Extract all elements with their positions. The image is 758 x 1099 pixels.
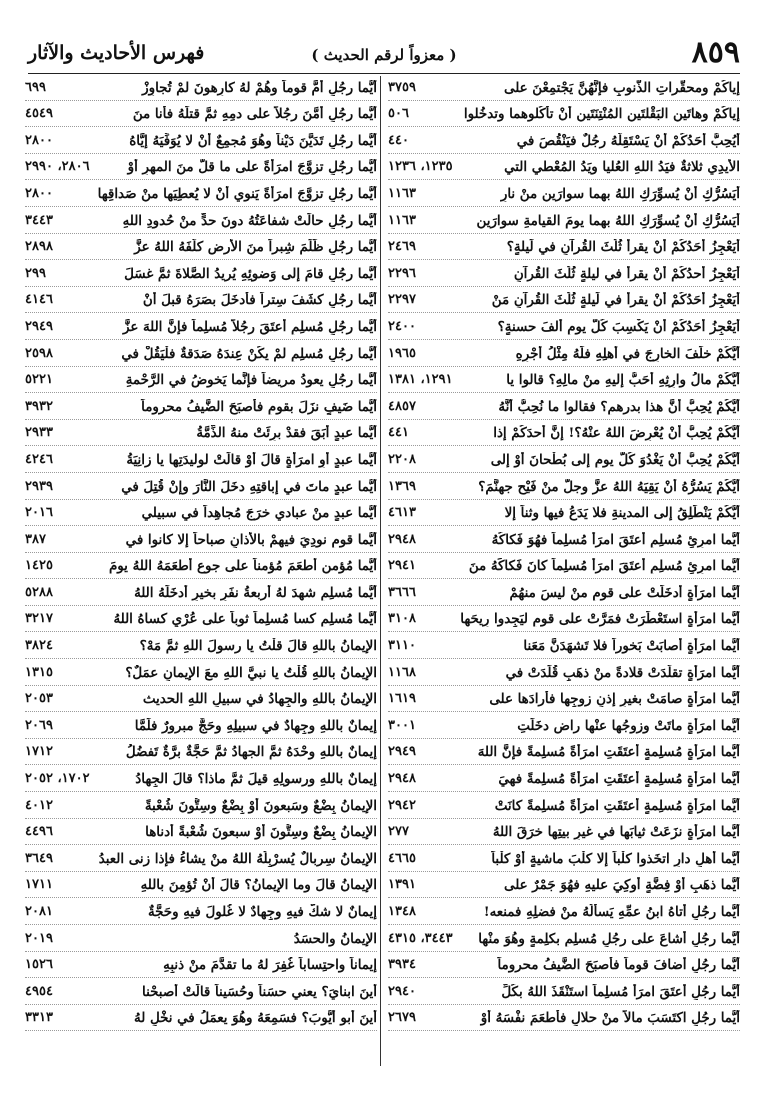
index-entry (388, 234, 740, 261)
index-entry (25, 154, 377, 181)
hadith-incipit: إيمانٌ باللهِ ورسولِهِ قيلَ ثمَّ ماذا؟ قالَ الجِهادُ (135, 771, 377, 788)
hadith-number: ٤١٤٦ (25, 292, 53, 308)
hadith-number: ٢٤٠٠ (388, 318, 416, 334)
index-entry (25, 74, 377, 101)
index-entry (388, 579, 740, 606)
index-entry (25, 313, 377, 340)
hadith-incipit: أيُّما رجُلٍ مُسلِمٍ أعتَقَ رجُلاً مُسلِماً فإنَّ اللهَ عزَّ (122, 318, 377, 335)
hadith-number: ١١٦٣ (388, 212, 416, 228)
hadith-incipit: أيُّما امرَأةٍ أدخَلَتْ على قومٍ منْ ليسَ منهُمْ (509, 584, 740, 601)
index-entry (25, 765, 377, 792)
hadith-incipit: أيُّما عبدٍ ماتَ في إباقتِهِ دخَلَ النَّارَ وإنْ قُتِلَ في (121, 478, 377, 495)
hadith-incipit: أيُّما امرَأةٍ ماتَتْ وزوجُها عنْها راضٍ دخَلَتِ (517, 717, 740, 734)
hadith-number: ١٢٩١، ١٣٨١ (388, 372, 453, 388)
hadith-number: ٢٠١٦ (25, 505, 53, 521)
hadith-incipit: الإيمانُ سِربالٌ يُسرْبِلُهُ اللهُ منْ يشاءُ فإذا زنى العبدُ (98, 850, 377, 867)
hadith-number: ٢٠٨١ (25, 904, 53, 919)
hadith-incipit: أيُّما رجُلٍ تزوَّجَ امرَأةً يَنوي أنْ لا يُعطِيَها منْ صَداقِها (97, 185, 377, 202)
hadith-incipit: أيُّما امرِئٍ مُسلِمٍ أعتَقَ امرَأً مُسلِماً فهُوَ فَكاكُهُ (491, 531, 740, 548)
index-entry (25, 287, 377, 314)
hadith-number: ٤٤٠ (388, 132, 409, 148)
index-entry (25, 739, 377, 766)
hadith-number: ٢٤٦٩ (388, 239, 416, 255)
index-entry (388, 473, 740, 500)
index-entry (25, 234, 377, 261)
hadith-incipit: أيَعْجِزُ أحَدُكُمْ أنْ يَكْسِبَ كُلَّ يومٍ ألفَ حسنةٍ؟ (497, 318, 740, 335)
index-entry (388, 367, 740, 394)
hadith-number: ٢٩٤٩ (25, 318, 53, 334)
hadith-incipit: أيُّما امرَأةٍ أصابَتْ بَخوراً فلا تَشهَدَنَّ مَعَنا (523, 638, 740, 655)
hadith-incipit: أيُّما مُؤمنٍ أطعَمَ مُؤمناً على جوعٍ أطعَمَهُ اللهُ يومَ (108, 558, 377, 575)
index-entry (25, 872, 377, 899)
hadith-number: ٣٦٦٦ (388, 584, 416, 600)
page-header (28, 35, 740, 72)
index-entry (388, 686, 740, 713)
hadith-incipit: إياكُمْ وهاتَينِ البَقْلتَينِ المُنْتِنَتَينِ أنْ تأكُلوهما وتدخُلوا (463, 106, 740, 123)
column-divider (380, 76, 381, 1066)
hadith-number: ٥٠٦ (388, 106, 409, 122)
hadith-number: ١٤٢٥ (25, 558, 53, 574)
index-entry (25, 686, 377, 713)
index-entry (25, 260, 377, 287)
hadith-number: ١١٦٣ (388, 185, 416, 201)
hadith-incipit: أيُّما امرَأةٍ مُسلِمةٍ أعتَقَتِ امرَأةً مُسلِمةً كانَتْ (494, 797, 740, 814)
hadith-number: ٣٨٢٤ (25, 638, 53, 654)
hadith-incipit: أيُّما رجُلٍ أتاهُ ابنُ عمِّهِ يَسألُهُ منْ فضلِهِ فمنعه! (483, 904, 740, 920)
hadith-number: ٤٤٩٦ (25, 824, 53, 840)
hadith-incipit: أيُّكُمْ يُحِبُّ أنْ يُعْرِضَ اللهُ عنْهُ؟! إنَّ أحدَكُمْ إذا (493, 425, 740, 442)
hadith-incipit: أيُّما رجُلٍ أعتَقَ امرَأً مُسلِماً استَنْقَذَ اللهُ بكُلِّ (501, 983, 740, 1000)
hadith-number: ٢٨٠٠ (25, 185, 53, 201)
hadith-incipit: أيَسُرُّكِ أنْ يُسوِّرَكِ اللهُ بهما سوارَينِ منْ نارٍ (500, 185, 740, 202)
hadith-number: ٣٨٧ (25, 531, 46, 547)
index-entry (388, 74, 740, 101)
hadith-number: ١٧١١ (25, 877, 53, 893)
hadith-number: ٢٩٣٣ (25, 425, 53, 441)
index-entry (25, 659, 377, 686)
hadith-incipit: أيُّما امرَأةٍ تقلَّدَتْ قلادةً منْ ذهَبٍ قُلِّدَتْ في (505, 664, 740, 681)
index-entry (388, 260, 740, 287)
hadith-number: ٢٠٦٩ (25, 717, 53, 733)
hadith-incipit: أيُّما رجُلٍ أمَّ قوماً وهُمْ لهُ كارِهونَ لمْ تُجاوِزْ (142, 79, 377, 96)
hadith-incipit: أيُّما امرِئٍ مُسلِمٍ أعتَقَ امرَأً مُسلِماً كانَ فَكاكَهُ منَ (468, 558, 740, 575)
index-entry (388, 792, 740, 819)
index-entry (388, 207, 740, 234)
index-entry (25, 393, 377, 420)
hadith-incipit: أيَعْجِزُ أحدُكُمْ أنْ يقرأَ في ليلةٍ ثُلُثَ القُرآنِ (513, 265, 740, 282)
hadith-number: ٢٨٠٦، ٢٩٩٠ (25, 159, 90, 175)
hadith-incipit: أيُّما أهلِ دارٍ اتخَذوا كلْباً إلا كلْبَ ماشيةٍ أوْ كلْباً (491, 850, 740, 867)
hadith-number: ١٦١٩ (388, 691, 416, 707)
hadith-incipit: أيُّما امرَأةٍ مُسلِمةٍ أعتَقَتِ امرَأةً مُسلِمةً فهيَ (498, 771, 740, 788)
hadith-incipit: الإيمانُ والحسَدُ (293, 930, 377, 947)
index-entry (25, 420, 377, 447)
index-entry (25, 180, 377, 207)
hadith-incipit: الإيمانُ باللهِ والجِهادُ في سبيلِ اللهِ الحديث (142, 691, 377, 708)
hadith-number: ١٥٢٦ (25, 957, 53, 973)
hadith-number: ٣٩٣٤ (388, 957, 416, 973)
index-entry (25, 553, 377, 580)
index-entry (25, 367, 377, 394)
hadith-number: ٢٩٤٩ (388, 744, 416, 760)
hadith-incipit: إيمانٌ لا شكَّ فيهِ وجِهادٌ لا غُلولَ فيهِ وحَجَّةٌ (147, 904, 377, 920)
index-entry (25, 340, 377, 367)
hadith-number: ١٣١٥ (25, 664, 53, 680)
index-entry (25, 712, 377, 739)
index-entry (25, 606, 377, 633)
index-entry (388, 313, 740, 340)
hadith-number: ٢٩٤٠ (388, 983, 416, 999)
index-entry (25, 579, 377, 606)
running-title: فهرس الأحاديث والآثار (28, 42, 205, 64)
hadith-number: ٢٩٤١ (388, 558, 416, 574)
hadith-incipit: أيُّما رجُلٍ أمَّنَ رجُلاً على دمِهِ ثمَّ قتلَهُ فأنا منَ (132, 106, 377, 123)
hadith-number: ٢٩٤٢ (388, 797, 416, 813)
hadith-number: ٤٩٥٤ (25, 983, 53, 999)
hadith-number: ٣٣١٣ (25, 1010, 53, 1026)
hadith-incipit: أيُحِبُّ أحَدُكُمْ أنْ يَسْتَقِلَّهُ رجُلٌ فيَنْقُصَ في (516, 132, 740, 149)
hadith-incipit: إيماناً واحتِساباً غُفِرَ لهُ ما تقدَّمَ منْ ذنبِهِ (163, 957, 377, 974)
hadith-incipit: أيُّكُمْ يُحِبُّ أنْ يَغْدُوَ كُلَّ يومٍ إلى بُطْحانَ أوْ إلى (490, 451, 740, 468)
hadith-incipit: أيُّكُمْ خلَفَ الخارِجَ في أهلِهِ فلَهُ مِثْلُ أجْرِهِ (515, 345, 740, 362)
hadith-incipit: أيُّما رجُلٍ يعودُ مريضاً فإنَّما يَخوضُ في الرَّحْمةِ (125, 372, 377, 389)
index-entry (25, 792, 377, 819)
hadith-incipit: أيَعْجِزُ أحَدُكُمْ أنْ يقرأَ ثُلُثَ القُرآنِ في لَيلةٍ؟ (506, 239, 740, 256)
hadith-number: ١٧١٢ (25, 744, 53, 760)
hadith-number: ٥٢٨٨ (25, 584, 53, 600)
hadith-number: ٢٠٥٣ (25, 691, 53, 707)
hadith-incipit: أيُّما عبدٍ منْ عبادي خرَجَ مُجاهِداً في سبيلي (141, 505, 377, 522)
hadith-incipit: أيُّكُمْ يَنْطَلِقُ إلى المدينةِ فلا يَدَعُ فيها وثناً إلا (504, 505, 740, 522)
index-entry (388, 978, 740, 1005)
hadith-incipit: الأيدِي ثلاثةٌ فيَدُ اللهِ العُليا ويَدُ المُعْطي التي (504, 159, 740, 176)
index-entry (25, 952, 377, 979)
left-column (25, 74, 377, 1074)
hadith-incipit: أيُّما امرَأةٍ استَعْطَرَتْ فمَرَّتْ على قومٍ ليَجِدوا رِيحَها (460, 611, 740, 628)
hadith-number: ٢٨٠٠ (25, 132, 53, 148)
index-entry (388, 765, 740, 792)
index-entry (388, 845, 740, 872)
index-entry (388, 898, 740, 925)
hadith-incipit: أيُّكُمْ مالُ وارِثِهِ أحَبُّ إليهِ منْ مالِهِ؟ قالوا يا (506, 372, 740, 389)
index-entry (25, 473, 377, 500)
hadith-number: ٣٧٥٩ (388, 79, 416, 95)
hadith-incipit: الإيمانُ بِضْعٌ وسَبعونَ أوْ بِضْعٌ وسِتُّونَ شُعْبةً (144, 797, 377, 814)
hadith-number: ٢٧٧ (388, 824, 409, 840)
page-number: ٨٥٩ (691, 35, 740, 70)
hadith-incipit: أيُّما رجُلٍ أشاعَ على رجُلٍ مُسلِمٍ بكلِمةٍ وهُوَ منْها (478, 930, 740, 947)
index-entry (388, 180, 740, 207)
index-entry (25, 1005, 377, 1032)
hadith-number: ٤٤١ (388, 425, 409, 441)
hadith-incipit: إيمانٌ باللهِ وحْدَهُ ثمَّ الجهادُ ثمَّ حَجَّةٌ برَّةٌ تَفضُلُ (125, 744, 377, 761)
index-entry (388, 712, 740, 739)
index-entry (388, 420, 740, 447)
index-entry (25, 207, 377, 234)
index-entry (388, 872, 740, 899)
hadith-number: ٤٥٤٩ (25, 106, 53, 122)
index-entry (388, 659, 740, 686)
hadith-incipit: أينَ أبو أيُّوبَ؟ فسَمِعَهُ وهُوَ يعمَلُ في نخْلٍ لهُ (134, 1010, 377, 1027)
hadith-incipit: أيُّما رجُلٍ تَدَيَّنَ دَيْناً وهُوَ مُجمِعٌ أنْ لا يُوَفِّيَهُ إيَّاهُ (129, 132, 377, 149)
index-entry (25, 978, 377, 1005)
hadith-number: ٥٢٢١ (25, 372, 53, 388)
hadith-incipit: أيُّما مُسلِمٍ شهِدَ لهُ أربعةُ نفَرٍ بخيرٍ أدخَلَهُ اللهُ (134, 584, 377, 601)
index-entry (25, 925, 377, 952)
hadith-number: ١٣٤٨ (388, 904, 416, 919)
hadith-incipit: أيُّما ضَيفٍ نزَلَ بقومٍ فأصبَحَ الضَّيفُ محروماً (141, 398, 377, 415)
hadith-number: ٢٩٤٨ (388, 531, 416, 547)
hadith-number: ٤٦٦٥ (388, 850, 416, 866)
hadith-number: ٤٨٥٧ (388, 398, 416, 414)
hadith-number: ٢٨٩٨ (25, 239, 53, 255)
hadith-number: ١٣٦٩ (388, 478, 416, 494)
hadith-number: ٢٢٩٦ (388, 265, 416, 281)
hadith-number: ١١٦٨ (388, 664, 416, 680)
hadith-incipit: أيُّما عبدٍ أوِ امرَأةٍ قالَ أوْ قالَتْ لوليدَتِها يا زانِيَةُ (126, 451, 377, 468)
hadith-incipit: أيُّما رجُلٍ ظَلَمَ شِبراً منَ الأرضِ كلَّفَهُ اللهُ عزَّ (134, 239, 377, 256)
hadith-number: ٣٠٠١ (388, 717, 416, 733)
hadith-incipit: أيُّما امرَأةٍ صامَتْ بغيرِ إذنِ زوجِها فأرادَها على (489, 691, 740, 708)
hadith-number: ٢٥٩٨ (25, 345, 53, 361)
hadith-number: ٢٦٧٩ (388, 1010, 416, 1026)
index-entry (388, 819, 740, 846)
hadith-incipit: أيُّما مُسلِمٍ كسا مُسلِماً ثوباً على عُرْيٍ كساهُ اللهُ (113, 611, 377, 628)
hadith-incipit: أيُّما امرَأةٍ مُسلِمةٍ أعتَقَتِ امرَأةً مُسلِمةً فإنَّ اللهَ (477, 744, 740, 761)
hadith-number: ٤٠١٢ (25, 797, 53, 813)
index-entry (388, 340, 740, 367)
hadith-incipit: الإيمانُ باللهِ قُلْتُ يا نبيَّ اللهِ معَ الإيمانِ عمَلٌ؟ (125, 664, 377, 681)
right-column (388, 74, 740, 1074)
hadith-number: ١٧٠٢، ٢٠٥٢ (25, 771, 90, 787)
index-entry (388, 925, 740, 952)
hadith-number: ٣٦٤٩ (25, 850, 53, 866)
hadith-number: ٣٤٤٣، ٤٣١٥ (388, 930, 453, 946)
hadith-number: ٣١١٠ (388, 638, 416, 654)
index-entry (388, 446, 740, 473)
hadith-number: ٤٦١٣ (388, 505, 416, 521)
index-entry (388, 632, 740, 659)
hadith-number: ٣١٠٨ (388, 611, 416, 627)
index-entry (25, 819, 377, 846)
hadith-number: ١٢٣٥، ١٢٣٦ (388, 159, 453, 175)
index-entry (388, 952, 740, 979)
hadith-incipit: الإيمانُ بِضْعٌ وسِتُّونَ أوْ سبعونَ شُعْبةً أدناها (145, 824, 377, 841)
index-entry (388, 739, 740, 766)
hadith-incipit: أيُّما عبدٍ أبَقَ فقدْ برِئَتْ منهُ الذِّمَّةُ (196, 425, 377, 442)
index-entry (388, 1005, 740, 1032)
hadith-incipit: أيُّما رجُلٍ أضافَ قوماً فأصبَحَ الضَّيفُ محروماً (497, 957, 740, 974)
hadith-incipit: أيُّكُمْ يَسُرُّهُ أنْ يَقِيَهُ اللهُ عزَّ وجلَّ منْ فَيْحِ جهنَّمَ؟ (478, 478, 740, 495)
index-entry (388, 526, 740, 553)
hadith-number: ٢٩٤٨ (388, 771, 416, 787)
index-entry (25, 898, 377, 925)
index-entry (25, 101, 377, 128)
hadith-incipit: أيَسُرُّكِ أنْ يُسوِّرَكِ اللهُ بهما يومَ القيامةِ سوارَينِ (476, 212, 740, 229)
index-entry (388, 101, 740, 128)
hadith-incipit: أيُّما ذهَبٍ أوْ فِضَّةٍ أُوكِيَ عليهِ فهُوَ جَمْرٌ على (504, 877, 740, 894)
hadith-incipit: أيُّما قومٍ نودِيَ فيهِمْ بالأذانِ صباحاً إلا كانوا في (125, 531, 377, 548)
index-entry (25, 500, 377, 527)
hadith-number: ٦٩٩ (25, 79, 46, 95)
hadith-incipit: أيُّكُمْ يُحِبُّ أنَّ هذا بدرهمٍ؟ فقالوا ما نُحِبُّ أنَّهُ (498, 398, 740, 415)
hadith-number: ٢٢٠٨ (388, 451, 416, 467)
index-entry (388, 606, 740, 633)
hadith-number: ٢٢٩٧ (388, 292, 416, 308)
hadith-number: ٢٠١٩ (25, 930, 53, 946)
hadith-number: ٣٢١٧ (25, 611, 53, 627)
index-entry (25, 446, 377, 473)
hadith-incipit: إيمانٌ باللهِ وجِهادٌ في سبيلِهِ وحَجٌّ مبرورٌ فلَمَّا (134, 717, 377, 734)
hadith-incipit: أيُّما رجُلٍ اكتَسَبَ مالاً منْ حلالٍ فأطعَمَ نفْسَهُ أوْ (480, 1010, 740, 1027)
index-entry (388, 287, 740, 314)
hadith-number: ٣٤٤٣ (25, 212, 53, 228)
hadith-incipit: أيُّما رجُلٍ قامَ إلى وَضوئِهِ يُريدُ الصَّلاةَ ثمَّ غسَلَ (124, 265, 377, 282)
index-entry (388, 154, 740, 181)
index-entry (25, 127, 377, 154)
index-entry (25, 845, 377, 872)
index-entry (25, 526, 377, 553)
hadith-incipit: أيَعْجِزُ أحَدُكُمْ أنْ يقرأَ في لَيلةٍ ثُلُثَ القُرآنِ مَنْ (491, 292, 740, 309)
hadith-number: ١٩٦٥ (388, 345, 416, 361)
hadith-number: ١٣٩١ (388, 877, 416, 893)
hadith-number: ٤٢٤٦ (25, 451, 53, 467)
hadith-incipit: أيُّما رجُلٍ تزوَّجَ امرَأةً على ما قلَّ منَ المهرِ أوْ (127, 159, 377, 176)
hadith-incipit: أينَ ابنايَ؟ يعني حسَناً وحُسَيناً قالَتْ أصبحْنا (142, 983, 377, 1000)
header-subtitle: ( معزواً لرقم الحديث ) (311, 46, 457, 64)
index-entry (388, 553, 740, 580)
hadith-incipit: أيُّما رجُلٍ حالَتْ شفاعَتُهُ دونَ حدٍّ منْ حُدودِ اللهِ (122, 212, 377, 229)
hadith-incipit: الإيمانُ باللهِ قالَ قلْتُ يا رسولَ اللهِ ثمَّ مَهْ؟ (139, 638, 377, 655)
hadith-number: ٣٩٣٢ (25, 398, 53, 414)
index-entry (388, 393, 740, 420)
hadith-incipit: أيُّما رجُلٍ مُسلِمٍ لمْ يكُنْ عِندَهُ صَدَقةٌ فلْيَقُلْ في (121, 345, 377, 362)
index-entry (388, 127, 740, 154)
hadith-incipit: أيُّما رجُلٍ كشَفَ سِتراً فأدخَلَ بصَرَهُ قبلَ أنْ (142, 292, 377, 309)
index-entry (25, 632, 377, 659)
hadith-incipit: الإيمانُ قالَ وما الإيمانُ؟ قالَ أنْ تُؤمِنَ باللهِ (140, 877, 377, 894)
hadith-number: ٢٩٩ (25, 265, 46, 281)
hadith-incipit: إياكُمْ ومحقَّراتِ الذُّنوبِ فإنَّهُنَّ يَجْتمِعْنَ على (504, 79, 740, 96)
hadith-number: ٢٩٣٩ (25, 478, 53, 494)
index-entry (388, 500, 740, 527)
hadith-incipit: أيُّما امرَأةٍ نزَعَتْ ثيابَها في غيرِ بيتِها خرَقَ اللهُ (492, 824, 740, 841)
